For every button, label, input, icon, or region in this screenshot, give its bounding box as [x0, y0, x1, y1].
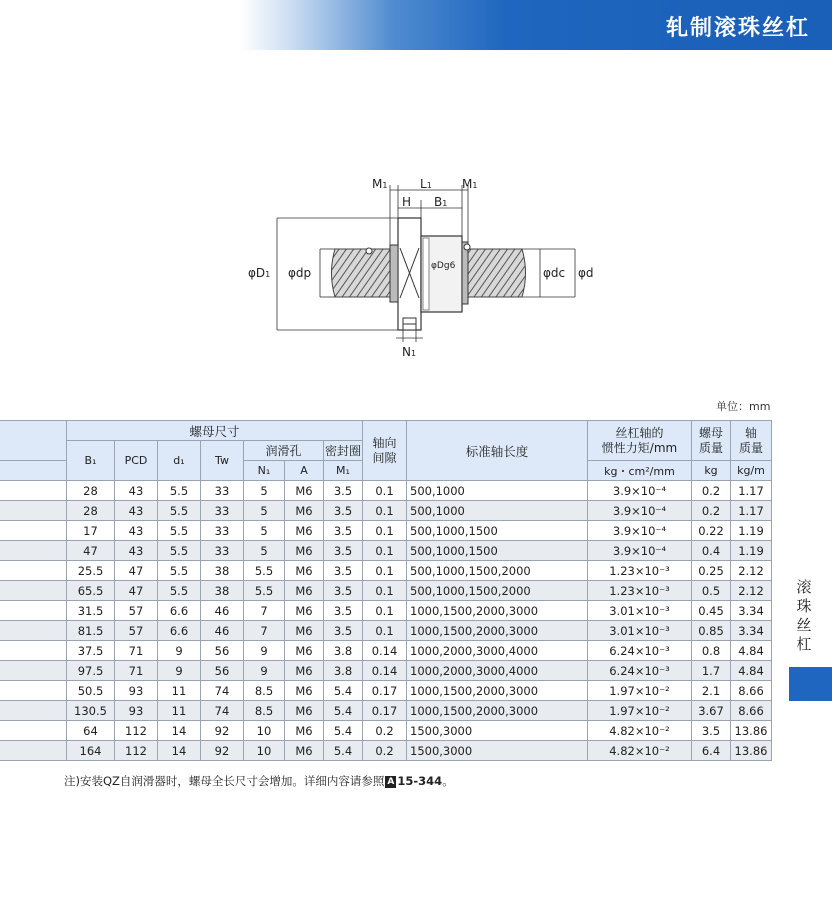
- cell-a: M6: [285, 481, 324, 501]
- cell-nut-mass: 6.4: [692, 741, 731, 761]
- header-n1: N₁: [244, 461, 285, 481]
- cell-pcd: 43: [115, 501, 158, 521]
- row-lead-cell: [0, 721, 67, 741]
- row-lead-cell: [0, 621, 67, 641]
- header-m1: M₁: [324, 461, 363, 481]
- book-ref-icon: A: [387, 777, 395, 787]
- label-b1: B1: [434, 195, 448, 209]
- cell-std-length: 1000,1500,2000,3000: [407, 681, 588, 701]
- cell-axial-gap: 0.1: [363, 541, 407, 561]
- cell-b1: 81.5: [67, 621, 115, 641]
- cell-tw: 92: [201, 721, 244, 741]
- cell-nut-mass: 3.5: [692, 721, 731, 741]
- shaft-right: [462, 249, 526, 297]
- cell-nut-mass: 0.2: [692, 501, 731, 521]
- cell-d1: 6.6: [158, 601, 201, 621]
- cell-pcd: 43: [115, 541, 158, 561]
- table-row: [0, 741, 772, 761]
- cell-tw: 33: [201, 501, 244, 521]
- cell-m1: 5.4: [324, 741, 363, 761]
- label-n1: N1: [402, 345, 417, 359]
- cell-m1: 5.4: [324, 681, 363, 701]
- cell-n1: 7: [244, 601, 285, 621]
- cell-std-length: 500,1000,1500: [407, 541, 588, 561]
- cell-n1: 10: [244, 741, 285, 761]
- cell-a: M6: [285, 721, 324, 741]
- cell-a: M6: [285, 601, 324, 621]
- cell-b1: 164: [67, 741, 115, 761]
- label-h: H: [402, 195, 412, 209]
- table-row: [0, 661, 772, 681]
- row-lead-cell: [0, 681, 67, 701]
- cell-inertia: 3.01×10⁻³: [588, 621, 692, 641]
- table-row: [0, 721, 772, 741]
- cell-m1: 3.5: [324, 621, 363, 641]
- table-row: [0, 621, 772, 641]
- row-lead-cell: [0, 561, 67, 581]
- cell-shaft-mass: 4.84: [731, 661, 772, 681]
- footnote-suffix: 。: [442, 774, 454, 788]
- cell-d1: 5.5: [158, 481, 201, 501]
- cell-inertia: 1.23×10⁻³: [588, 581, 692, 601]
- cell-m1: 5.4: [324, 721, 363, 741]
- row-lead-cell: [0, 481, 67, 501]
- cell-n1: 8.5: [244, 701, 285, 721]
- cell-d1: 5.5: [158, 581, 201, 601]
- cell-m1: 3.5: [324, 501, 363, 521]
- cell-d1: 6.6: [158, 621, 201, 641]
- cell-std-length: 500,1000: [407, 481, 588, 501]
- cell-std-length: 1000,1500,2000,3000: [407, 701, 588, 721]
- page-reference[interactable]: 15-344: [397, 774, 443, 788]
- header-unit-shaft-mass: kg/m: [731, 461, 772, 481]
- cell-pcd: 71: [115, 661, 158, 681]
- cell-shaft-mass: 13.86: [731, 721, 772, 741]
- cell-tw: 38: [201, 561, 244, 581]
- cell-inertia: 1.97×10⁻²: [588, 701, 692, 721]
- cell-m1: 3.5: [324, 521, 363, 541]
- cell-pcd: 112: [115, 741, 158, 761]
- cell-d1: 5.5: [158, 501, 201, 521]
- row-lead-cell: [0, 641, 67, 661]
- header-a: A: [285, 461, 324, 481]
- cell-axial-gap: 0.14: [363, 641, 407, 661]
- row-lead-cell: [0, 741, 67, 761]
- cell-nut-mass: 0.25: [692, 561, 731, 581]
- cell-b1: 64: [67, 721, 115, 741]
- cell-n1: 7: [244, 621, 285, 641]
- cell-inertia: 3.9×10⁻⁴: [588, 481, 692, 501]
- cell-b1: 50.5: [67, 681, 115, 701]
- cell-n1: 10: [244, 721, 285, 741]
- cell-shaft-mass: 1.17: [731, 501, 772, 521]
- cell-std-length: 500,1000,1500,2000: [407, 581, 588, 601]
- cell-inertia: 3.9×10⁻⁴: [588, 521, 692, 541]
- cell-n1: 5: [244, 501, 285, 521]
- header-nut-dimensions: 螺母尺寸: [67, 421, 363, 441]
- cell-shaft-mass: 2.12: [731, 561, 772, 581]
- row-lead-cell: [0, 601, 67, 621]
- table-row: [0, 641, 772, 661]
- cell-axial-gap: 0.1: [363, 501, 407, 521]
- table-row: [0, 601, 772, 621]
- cell-a: M6: [285, 521, 324, 541]
- cell-m1: 3.5: [324, 581, 363, 601]
- cell-n1: 5: [244, 521, 285, 541]
- cell-std-length: 500,1000,1500,2000: [407, 561, 588, 581]
- cell-nut-mass: 0.2: [692, 481, 731, 501]
- cell-m1: 5.4: [324, 701, 363, 721]
- cell-nut-mass: 1.7: [692, 661, 731, 681]
- cell-std-length: 1500,3000: [407, 741, 588, 761]
- header-unit-inertia: kg・cm²/mm: [588, 461, 692, 481]
- cell-shaft-mass: 13.86: [731, 741, 772, 761]
- cell-tw: 56: [201, 661, 244, 681]
- cell-n1: 5.5: [244, 561, 285, 581]
- cell-std-length: 1000,2000,3000,4000: [407, 661, 588, 681]
- cell-a: M6: [285, 741, 324, 761]
- cell-a: M6: [285, 581, 324, 601]
- header-d1: d₁: [158, 441, 201, 481]
- cell-tw: 92: [201, 741, 244, 761]
- header-shaft-mass: 轴 质量: [731, 421, 772, 461]
- cell-pcd: 93: [115, 681, 158, 701]
- table-row: [0, 501, 772, 521]
- table-row: [0, 701, 772, 721]
- cell-shaft-mass: 4.84: [731, 641, 772, 661]
- cell-nut-mass: 0.5: [692, 581, 731, 601]
- label-dc: φdc: [543, 266, 566, 280]
- cell-shaft-mass: 3.34: [731, 621, 772, 641]
- cell-a: M6: [285, 681, 324, 701]
- cell-nut-mass: 2.1: [692, 681, 731, 701]
- cell-shaft-mass: 8.66: [731, 701, 772, 721]
- cell-d1: 5.5: [158, 521, 201, 541]
- cell-inertia: 1.23×10⁻³: [588, 561, 692, 581]
- header-axial-gap: 轴向 间隙: [363, 421, 407, 481]
- cell-b1: 28: [67, 501, 115, 521]
- cell-tw: 46: [201, 621, 244, 641]
- cell-shaft-mass: 1.19: [731, 541, 772, 561]
- header-b1: B₁: [67, 441, 115, 481]
- row-lead-cell: [0, 581, 67, 601]
- cell-axial-gap: 0.1: [363, 561, 407, 581]
- table-row: [0, 541, 772, 561]
- cell-std-length: 1000,1500,2000,3000: [407, 621, 588, 641]
- cell-pcd: 57: [115, 601, 158, 621]
- header-tw: Tw: [201, 441, 244, 481]
- side-char: 滚: [796, 578, 812, 596]
- cell-m1: 3.5: [324, 601, 363, 621]
- cell-tw: 33: [201, 521, 244, 541]
- cell-a: M6: [285, 501, 324, 521]
- cell-pcd: 47: [115, 581, 158, 601]
- label-dp: φdp: [288, 266, 312, 280]
- header-std-length: 标准轴长度: [407, 421, 588, 481]
- side-char: 珠: [796, 597, 812, 615]
- table-row: [0, 521, 772, 541]
- cell-d1: 14: [158, 741, 201, 761]
- cell-a: M6: [285, 621, 324, 641]
- cell-inertia: 6.24×10⁻³: [588, 641, 692, 661]
- cell-tw: 46: [201, 601, 244, 621]
- cell-tw: 74: [201, 681, 244, 701]
- cell-nut-mass: 0.45: [692, 601, 731, 621]
- spec-table: [0, 420, 772, 761]
- cell-axial-gap: 0.1: [363, 481, 407, 501]
- side-char: 丝: [796, 616, 812, 634]
- cell-axial-gap: 0.1: [363, 581, 407, 601]
- side-char: 杠: [796, 635, 812, 653]
- label-d: φd: [578, 266, 594, 280]
- cell-d1: 9: [158, 661, 201, 681]
- cell-axial-gap: 0.2: [363, 741, 407, 761]
- row-lead-cell: [0, 521, 67, 541]
- cell-nut-mass: 3.67: [692, 701, 731, 721]
- cell-tw: 38: [201, 581, 244, 601]
- cell-pcd: 93: [115, 701, 158, 721]
- cell-b1: 31.5: [67, 601, 115, 621]
- cell-b1: 17: [67, 521, 115, 541]
- cell-nut-mass: 0.4: [692, 541, 731, 561]
- header-unit-nut-mass: kg: [692, 461, 731, 481]
- cell-b1: 37.5: [67, 641, 115, 661]
- footnote: [64, 773, 454, 789]
- table-row: [0, 681, 772, 701]
- cell-inertia: 3.01×10⁻³: [588, 601, 692, 621]
- table-row: [0, 561, 772, 581]
- cell-d1: 14: [158, 721, 201, 741]
- cell-d1: 9: [158, 641, 201, 661]
- cell-n1: 9: [244, 661, 285, 681]
- header-banner: [240, 0, 832, 50]
- cell-shaft-mass: 1.17: [731, 481, 772, 501]
- row-lead-cell: [0, 541, 67, 561]
- cell-d1: 11: [158, 681, 201, 701]
- cell-shaft-mass: 1.19: [731, 521, 772, 541]
- label-dg6: φDg6: [431, 261, 456, 271]
- cell-a: M6: [285, 701, 324, 721]
- cell-tw: 56: [201, 641, 244, 661]
- header-nut-mass: 螺母 质量: [692, 421, 731, 461]
- cell-b1: 47: [67, 541, 115, 561]
- cell-a: M6: [285, 661, 324, 681]
- cell-pcd: 71: [115, 641, 158, 661]
- cell-pcd: 43: [115, 481, 158, 501]
- cell-inertia: 6.24×10⁻³: [588, 661, 692, 681]
- cell-inertia: 3.9×10⁻⁴: [588, 501, 692, 521]
- label-m1-right: M1: [462, 177, 478, 191]
- cell-n1: 8.5: [244, 681, 285, 701]
- label-l1: L1: [420, 177, 432, 191]
- cell-a: M6: [285, 561, 324, 581]
- cell-b1: 28: [67, 481, 115, 501]
- cell-axial-gap: 0.14: [363, 661, 407, 681]
- cell-pcd: 43: [115, 521, 158, 541]
- cell-d1: 5.5: [158, 561, 201, 581]
- header-pcd: PCD: [115, 441, 158, 481]
- cell-axial-gap: 0.17: [363, 681, 407, 701]
- cell-m1: 3.5: [324, 561, 363, 581]
- header-seal: 密封圈: [324, 441, 363, 461]
- cell-n1: 5: [244, 541, 285, 561]
- cell-axial-gap: 0.17: [363, 701, 407, 721]
- cell-b1: 97.5: [67, 661, 115, 681]
- cell-nut-mass: 0.85: [692, 621, 731, 641]
- cell-d1: 11: [158, 701, 201, 721]
- cell-pcd: 57: [115, 621, 158, 641]
- cell-b1: 65.5: [67, 581, 115, 601]
- cell-m1: 3.5: [324, 541, 363, 561]
- cell-axial-gap: 0.1: [363, 601, 407, 621]
- cell-inertia: 4.82×10⁻²: [588, 741, 692, 761]
- cell-tw: 74: [201, 701, 244, 721]
- cell-axial-gap: 0.2: [363, 721, 407, 741]
- cell-shaft-mass: 8.66: [731, 681, 772, 701]
- cell-tw: 33: [201, 541, 244, 561]
- cell-inertia: 4.82×10⁻²: [588, 721, 692, 741]
- cell-inertia: 1.97×10⁻²: [588, 681, 692, 701]
- cell-axial-gap: 0.1: [363, 621, 407, 641]
- cell-n1: 5: [244, 481, 285, 501]
- cell-std-length: 1000,2000,3000,4000: [407, 641, 588, 661]
- side-category-label: [792, 578, 816, 654]
- cell-a: M6: [285, 641, 324, 661]
- cell-tw: 33: [201, 481, 244, 501]
- cell-n1: 9: [244, 641, 285, 661]
- row-lead-cell: [0, 501, 67, 521]
- label-m1-left: M1: [372, 177, 388, 191]
- cell-pcd: 112: [115, 721, 158, 741]
- label-d1: φD1: [248, 266, 271, 280]
- table-row: [0, 581, 772, 601]
- cell-shaft-mass: 3.34: [731, 601, 772, 621]
- cell-std-length: 500,1000,1500: [407, 521, 588, 541]
- cell-m1: 3.8: [324, 641, 363, 661]
- row-lead-cell: [0, 661, 67, 681]
- table-row: [0, 481, 772, 501]
- cell-b1: 25.5: [67, 561, 115, 581]
- cell-shaft-mass: 2.12: [731, 581, 772, 601]
- footnote-text: 注)安装QZ自润滑器时，螺母全长尺寸会增加。详细内容请参照: [64, 774, 385, 788]
- cell-m1: 3.5: [324, 481, 363, 501]
- cell-std-length: 1000,1500,2000,3000: [407, 601, 588, 621]
- page-title: 轧制滚珠丝杠: [665, 16, 810, 41]
- cell-n1: 5.5: [244, 581, 285, 601]
- cell-m1: 3.8: [324, 661, 363, 681]
- cell-b1: 130.5: [67, 701, 115, 721]
- header-inertia: 丝杠轴的 惯性力矩/mm: [588, 421, 692, 461]
- cell-std-length: 500,1000: [407, 501, 588, 521]
- ball-screw-diagram: [240, 170, 600, 370]
- cell-inertia: 3.9×10⁻⁴: [588, 541, 692, 561]
- side-index-tab[interactable]: [789, 667, 832, 701]
- cell-nut-mass: 0.8: [692, 641, 731, 661]
- cell-pcd: 47: [115, 561, 158, 581]
- cell-nut-mass: 0.22: [692, 521, 731, 541]
- cell-axial-gap: 0.1: [363, 521, 407, 541]
- header-lube-hole: 润滑孔: [244, 441, 324, 461]
- cell-std-length: 1500,3000: [407, 721, 588, 741]
- unit-label: 单位：mm: [716, 400, 771, 413]
- cell-a: M6: [285, 541, 324, 561]
- cell-d1: 5.5: [158, 541, 201, 561]
- row-lead-cell: [0, 701, 67, 721]
